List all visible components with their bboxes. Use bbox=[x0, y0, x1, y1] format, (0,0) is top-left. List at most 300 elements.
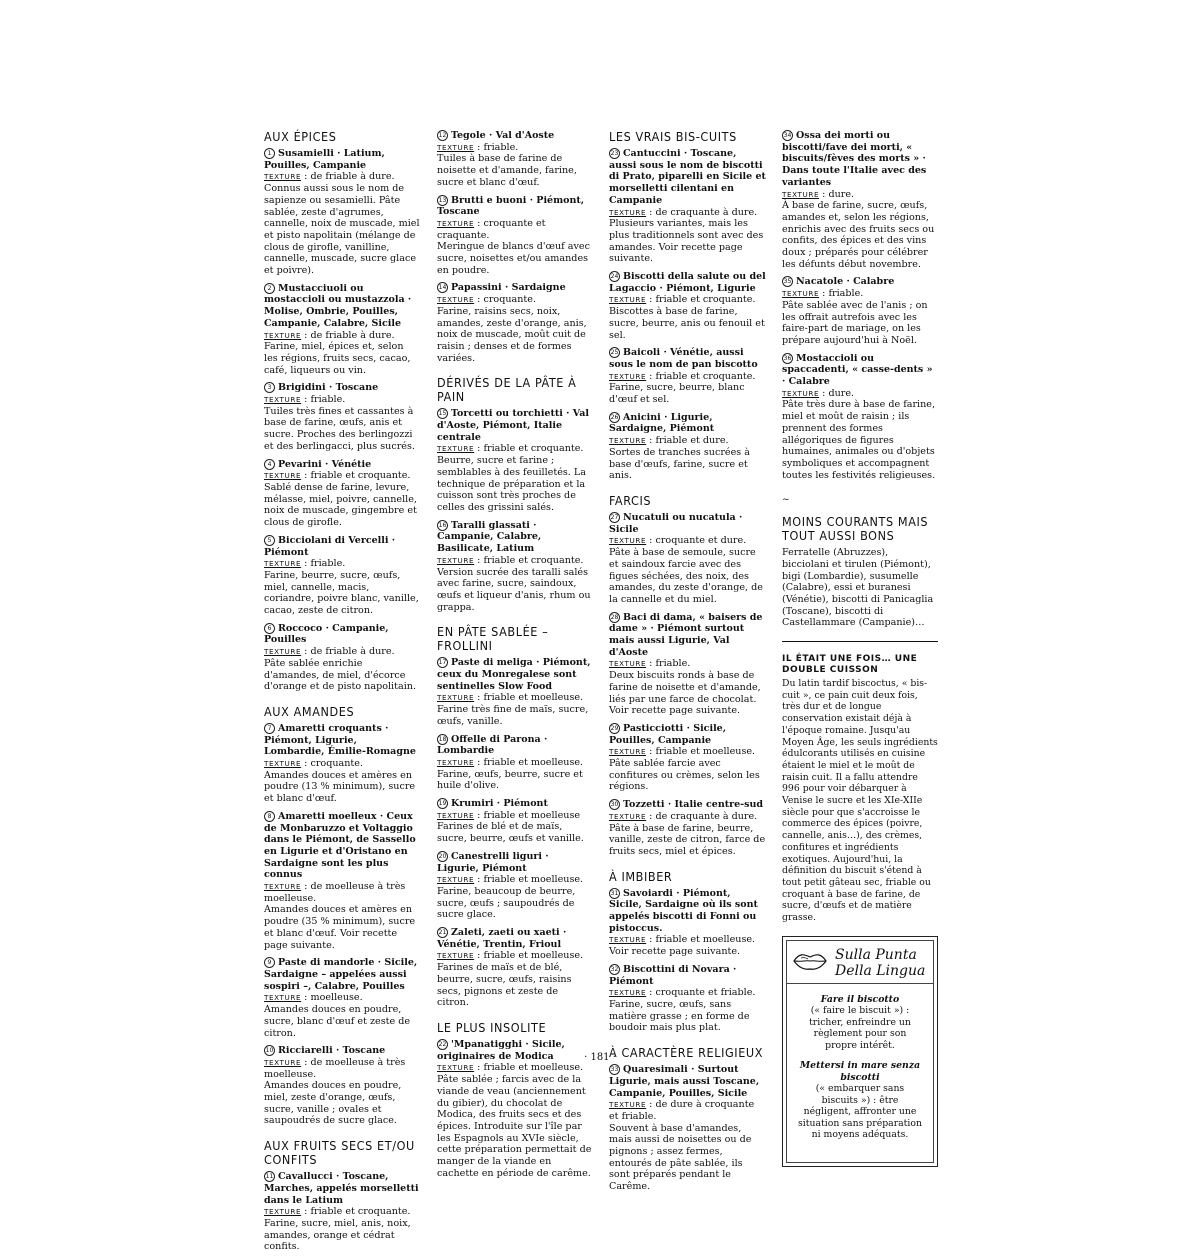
entry-head bbox=[609, 148, 766, 207]
entry-number: 15 bbox=[438, 410, 447, 418]
texture-label: TEXTURE bbox=[437, 1063, 475, 1073]
texture-value: de craquante à dure. bbox=[655, 206, 758, 218]
entry-description: Meringue de blancs d'œuf avec sucre, noisettes et/ou amandes en poudre. bbox=[437, 241, 590, 276]
entry-head bbox=[264, 459, 420, 471]
texture-label: TEXTURE bbox=[437, 295, 475, 305]
entry-name: Krumiri · Piémont bbox=[451, 798, 548, 810]
texture-label: TEXTURE bbox=[437, 951, 475, 961]
entry-name: Bicciolani di Vercelli · Piémont bbox=[264, 534, 396, 558]
texture-value: friable et moelleuse. bbox=[655, 746, 756, 758]
entry-description: Version sucrée des taralli salés avec farine, sucre, saindoux, œufs et liqueur d'anis, rhum ou grappa. bbox=[437, 566, 591, 613]
texture-value: friable. bbox=[655, 658, 691, 670]
entry-name: Nucatuli ou nucatula · Sicile bbox=[609, 511, 743, 535]
entry-description: Pâte sablée avec de l'anis ; on les offrait autrefois avec les faire-part de mariage, on les prépare aujourd'hui à Noël. bbox=[782, 299, 928, 346]
texture-value: friable et moelleuse. bbox=[483, 692, 584, 704]
entry-name: Zaleti, zaeti ou xaeti · Vénétie, Trentin, Frioul bbox=[437, 927, 567, 950]
entry-texture: TEXTURE : friable et moelleuse. bbox=[437, 692, 584, 704]
entry-description: Amandes douces en poudre, sucre, blanc d'œuf et zeste de citron. bbox=[264, 1004, 411, 1039]
texture-value: friable et croquante. bbox=[483, 554, 584, 566]
texture-value: croquante et friable. bbox=[655, 987, 756, 999]
section-title: AUX ÉPICES bbox=[264, 129, 337, 144]
entry-number: 25 bbox=[610, 349, 619, 357]
entry-head bbox=[609, 512, 766, 535]
entry-number: 35 bbox=[783, 278, 792, 286]
entry-name: Pevarini · Vénétie bbox=[278, 458, 372, 470]
entry-description: Farines de maïs et de blé, beurre, sucre, œufs, raisins secs, pignons et zeste de citron. bbox=[437, 962, 572, 1009]
texture-label: TEXTURE bbox=[264, 882, 302, 892]
texture-value: friable et moelleuse. bbox=[483, 756, 584, 768]
entry-description: Pâte à base de semoule, sucre et saindoux farcie avec des figues séchées, des noix, des amandes, du zeste d'orange, de la cannelle et du miel. bbox=[609, 547, 763, 605]
texture-label: TEXTURE bbox=[264, 647, 302, 657]
entry-description: Sablé dense de farine, levure, mélasse, miel, poivre, cannelle, noix de muscade, gingembre et clous de girofle. bbox=[264, 481, 417, 529]
entry-name: Roccoco · Campanie, Pouilles bbox=[264, 622, 389, 646]
biscuit-entry bbox=[437, 408, 593, 513]
entry-head bbox=[782, 353, 938, 388]
texture-label: TEXTURE bbox=[264, 993, 302, 1003]
biscuit-entry bbox=[264, 148, 420, 277]
texture-value: de craquante à dure. bbox=[655, 810, 758, 822]
entry-head bbox=[437, 657, 593, 692]
entry-number: 33 bbox=[610, 1066, 619, 1074]
entry-description: Farine, raisins secs, noix, amandes, zeste d'orange, anis, noix de muscade, moût cuit de raisin ; denses et de formes variées. bbox=[437, 305, 587, 364]
entry-number: 4 bbox=[264, 459, 275, 470]
entry-description: Pâte sablée enrichie d'amandes, de miel, d'écorce d'orange et de pisto napolitain. bbox=[264, 657, 416, 693]
entry-head bbox=[609, 412, 766, 435]
entry-texture: TEXTURE : de friable à dure. bbox=[264, 329, 395, 341]
entry-description: Souvent à base d'amandes, mais aussi de noisettes ou de pignons ; assez fermes, entourés de pâte sablée, ils sont préparés pendant le Carême. bbox=[609, 1122, 752, 1193]
entry-head bbox=[782, 130, 938, 189]
entry-texture: TEXTURE : croquante. bbox=[437, 294, 537, 306]
entry-head bbox=[609, 347, 766, 370]
section-title: À IMBIBER bbox=[609, 868, 673, 884]
entry-name: Anicini · Ligurie, Sardaigne, Piémont bbox=[609, 411, 715, 435]
sulla-punta-title: Sulla Punta Della Lingua bbox=[835, 946, 926, 979]
entry-description: Sortes de tranches sucrées à base d'œufs, farine, sucre et anis. bbox=[609, 446, 750, 482]
texture-label: TEXTURE bbox=[609, 371, 647, 381]
texture-label: TEXTURE bbox=[437, 810, 475, 820]
biscuit-entry bbox=[264, 382, 420, 452]
entry-number: 13 bbox=[438, 196, 447, 204]
entry-head bbox=[437, 195, 593, 218]
biscuit-entry bbox=[437, 927, 593, 1009]
entry-number: 29 bbox=[610, 724, 619, 732]
entry-name: Susamielli · Latium, Pouilles, Campanie bbox=[264, 148, 385, 171]
texture-label: TEXTURE bbox=[437, 444, 475, 454]
entry-description: Beurre, sucre et farine ; semblables à des feuilletés. La technique de préparation et la cuisson sont très proches de celles des grissini salés. bbox=[437, 455, 586, 513]
texture-label: TEXTURE bbox=[437, 757, 475, 767]
entry-name: Tozzetti · Italie centre-sud bbox=[623, 799, 764, 811]
entry-texture: TEXTURE : croquante et craquante. bbox=[437, 217, 546, 241]
entry-number: 34 bbox=[783, 132, 792, 139]
texture-label: TEXTURE bbox=[609, 935, 647, 945]
entry-name: Torcetti ou torchietti · Val d'Aoste, Piémont, Italie centrale bbox=[437, 408, 590, 443]
texture-value: friable et croquante. bbox=[310, 470, 411, 482]
entry-description: Connus aussi sous le nom de sapienze ou sesamielli. Pâte sablée, zeste d'agrumes, cannelle, noix de muscade, miel et pisto napolitain (mélange de clous de girofle, vanilline, cannelle, muscade, sucre glace et poivre). bbox=[264, 183, 420, 277]
entry-texture: TEXTURE : friable et moelleuse. bbox=[609, 746, 756, 758]
entry-texture: TEXTURE : de friable à dure. bbox=[264, 171, 395, 183]
texture-label: TEXTURE bbox=[609, 747, 647, 757]
entry-number: 27 bbox=[610, 513, 619, 521]
entry-name: Ricciarelli · Toscane bbox=[278, 1045, 386, 1057]
entry-name: Brigidini · Toscane bbox=[278, 382, 379, 394]
entry-head bbox=[437, 130, 593, 142]
entry-name: Tegole · Val d'Aoste bbox=[451, 130, 555, 141]
biscuit-entry bbox=[782, 130, 938, 270]
entry-head bbox=[609, 271, 766, 294]
entry-texture: TEXTURE : de moelleuse à très moelleuse. bbox=[264, 881, 406, 904]
entry-texture: TEXTURE : friable et moelleuse bbox=[437, 809, 581, 821]
entry-name: Baicoli · Vénétie, aussi sous le nom de pan biscotto bbox=[609, 347, 758, 370]
entry-texture: TEXTURE : friable et moelleuse. bbox=[437, 874, 584, 886]
entry-name: Quaresimali · Surtout Ligurie, mais aussi Toscane, Campanie, Pouilles, Sicile bbox=[609, 1064, 760, 1099]
idiom-2 bbox=[797, 1060, 923, 1141]
section-title: À CARACTÈRE RELIGIEUX bbox=[609, 1045, 764, 1061]
entry-number: 32 bbox=[610, 965, 619, 973]
entry-texture: TEXTURE : friable. bbox=[437, 141, 519, 153]
entry-description: Amandes douces et amères en poudre (35 % minimum), sucre et blanc d'œuf. Voir recette page suivante. bbox=[264, 904, 416, 951]
entry-texture: TEXTURE : croquante et friable. bbox=[609, 987, 756, 999]
entry-head bbox=[264, 623, 420, 646]
texture-label: TEXTURE bbox=[264, 759, 302, 769]
entry-texture: TEXTURE : friable. bbox=[782, 288, 864, 300]
texture-value: croquante et dure. bbox=[655, 535, 747, 547]
entry-head bbox=[609, 1064, 766, 1099]
entry-number: 36 bbox=[783, 354, 792, 362]
texture-label: TEXTURE bbox=[437, 218, 475, 228]
entry-number: 16 bbox=[438, 521, 447, 529]
texture-label: TEXTURE bbox=[782, 388, 820, 398]
texture-label: TEXTURE bbox=[264, 1207, 302, 1217]
texture-value: moelleuse. bbox=[310, 992, 363, 1004]
biscuit-entry bbox=[264, 723, 420, 805]
entry-name: Ossa dei morti ou biscotti/fave dei morti, « biscuits/fèves des morts » · Dans toute l'Italie avec des variantes bbox=[782, 130, 927, 188]
entry-number: 19 bbox=[438, 800, 447, 808]
biscuit-entry bbox=[264, 623, 420, 693]
section-title: AUX AMANDES bbox=[264, 703, 355, 719]
entry-head bbox=[264, 283, 420, 330]
entry-name: Paste di meliga · Piémont, ceux du Monregalese sont sentinelles Slow Food bbox=[437, 657, 591, 692]
entry-number: 14 bbox=[438, 284, 447, 292]
biscuit-entry bbox=[609, 347, 766, 406]
texture-value: friable et croquante. bbox=[655, 294, 756, 306]
idiom-2-text: (« embarquer sans biscuits ») : être négligent, affronter une situation sans préparation ni moyens adéquats. bbox=[798, 1083, 922, 1141]
entry-texture: TEXTURE : croquante et dure. bbox=[609, 535, 747, 547]
texture-label: TEXTURE bbox=[264, 172, 302, 182]
biscuit-entry bbox=[264, 811, 420, 951]
entry-texture: TEXTURE : friable et croquante. bbox=[264, 470, 411, 482]
texture-value: friable. bbox=[310, 558, 346, 570]
entry-number: 6 bbox=[264, 623, 275, 634]
texture-label: TEXTURE bbox=[609, 1100, 647, 1110]
entry-head bbox=[609, 612, 766, 659]
biscuit-entry bbox=[609, 888, 766, 958]
texture-value: croquante. bbox=[483, 294, 537, 306]
column-2 bbox=[437, 130, 593, 1185]
texture-label: TEXTURE bbox=[264, 1057, 302, 1067]
texture-label: TEXTURE bbox=[782, 289, 820, 299]
section-title: LES VRAIS BIS-CUITS bbox=[609, 129, 737, 144]
texture-label: TEXTURE bbox=[437, 693, 475, 703]
biscuit-entry bbox=[609, 412, 766, 482]
entry-description: Voir recette page suivante. bbox=[609, 946, 741, 958]
entry-head bbox=[609, 799, 766, 811]
texture-label: TEXTURE bbox=[437, 555, 475, 565]
biscuit-entry bbox=[437, 130, 593, 189]
texture-value: friable et croquante. bbox=[483, 443, 584, 455]
column-4-entries bbox=[782, 130, 938, 481]
entry-description: À base de farine, sucre, œufs, amandes et, selon les régions, enrichis avec des fruits secs ou confits, des épices et des vins doux ; préparés pour célébrer les défunts début novembre. bbox=[782, 200, 935, 270]
entry-texture: TEXTURE : friable et moelleuse. bbox=[437, 1062, 584, 1074]
texture-value: de dure à croquante et friable. bbox=[609, 1099, 755, 1122]
entry-description: Tuiles très fines et cassantes à base de farine, œufs, anis et sucre. Proches des berlingozzi et des berlingacci, plus sucrés. bbox=[264, 405, 415, 452]
biscuit-entry bbox=[609, 148, 766, 265]
biscuit-entry bbox=[609, 612, 766, 717]
texture-label: TEXTURE bbox=[437, 142, 475, 152]
texture-value: friable et croquante. bbox=[310, 1206, 411, 1218]
ornament-tilde: ~ bbox=[782, 495, 790, 506]
biscuit-entry bbox=[609, 799, 766, 858]
entry-description: Pâte sablée ; farcis avec de la viande de veau (anciennement du gibier), du chocolat de Modica, des fruits secs et des épices. Introduite sur l'île par les Espagnols au XVIe siècle, cette préparation permettait de manger de la viande en cachette en période de carême. bbox=[437, 1074, 592, 1179]
texture-label: TEXTURE bbox=[609, 536, 647, 546]
entry-description: Farine, sucre, beurre, blanc d'œuf et sel. bbox=[609, 382, 745, 406]
section-title: FARCIS bbox=[609, 492, 652, 508]
entry-name: Amaretti croquants · Piémont, Ligurie, Lombardie, Émilie-Romagne bbox=[264, 722, 416, 758]
entry-description: Farine, œufs, beurre, sucre et huile d'olive. bbox=[437, 768, 583, 792]
entry-head bbox=[264, 811, 420, 881]
entry-description: Pâte sablée farcie avec confitures ou crèmes, selon les régions. bbox=[609, 758, 760, 793]
entry-number: 8 bbox=[264, 811, 275, 822]
entry-head bbox=[264, 535, 420, 558]
entry-number: 3 bbox=[264, 382, 275, 393]
biscuit-entry bbox=[437, 657, 593, 727]
entry-texture: TEXTURE : de craquante à dure. bbox=[609, 810, 758, 822]
entry-head bbox=[782, 276, 938, 288]
biscuit-entry bbox=[437, 851, 593, 921]
entry-number: 9 bbox=[264, 957, 275, 968]
entry-texture: TEXTURE : friable et dure. bbox=[609, 435, 729, 447]
entry-texture: TEXTURE : moelleuse. bbox=[264, 992, 363, 1004]
entry-head bbox=[437, 282, 593, 294]
idiom-2-term: Mettersi in mare senza biscotti bbox=[799, 1060, 921, 1083]
entry-description: Plusieurs variantes, mais les plus traditionnels sont avec des amandes. Voir recette page suivante. bbox=[609, 218, 764, 265]
entry-texture: TEXTURE : de craquante à dure. bbox=[609, 206, 758, 218]
entry-name: Taralli glassati · Campanie, Calabre, Basilicate, Latium bbox=[437, 519, 542, 555]
biscuit-entry bbox=[264, 535, 420, 617]
entry-description: Biscottes à base de farine, sucre, beurre, anis ou fenouil et sel. bbox=[609, 306, 765, 341]
texture-label: TEXTURE bbox=[264, 471, 302, 481]
entry-name: Baci di dama, « baisers de dame » · Piémont surtout mais aussi Ligurie, Val d'Aoste bbox=[609, 611, 763, 658]
entry-texture: TEXTURE : dure. bbox=[782, 188, 855, 200]
biscuit-entry bbox=[437, 195, 593, 277]
section-divider bbox=[782, 641, 938, 642]
entry-head bbox=[609, 723, 766, 746]
column-1 bbox=[264, 130, 420, 1259]
biscuit-entry bbox=[782, 276, 938, 346]
entry-name: Paste di mandorle · Sicile, Sardaigne – appelées aussi sospiri –, Calabre, Pouilles bbox=[264, 957, 418, 992]
entry-texture: TEXTURE : de dure à croquante et friable. bbox=[609, 1099, 755, 1122]
texture-label: TEXTURE bbox=[609, 811, 647, 821]
biscuit-entry bbox=[609, 723, 766, 793]
entry-number: 22 bbox=[438, 1041, 447, 1048]
entry-name: Biscottini di Novara · Piémont bbox=[609, 963, 737, 987]
entry-texture: TEXTURE : de moelleuse à très moelleuse. bbox=[264, 1056, 406, 1080]
entry-head bbox=[437, 734, 593, 757]
sulla-punta-header bbox=[787, 941, 933, 984]
entry-name: Pasticciotti · Sicile, Pouilles, Campanie bbox=[609, 722, 727, 746]
texture-value: friable et moelleuse. bbox=[655, 934, 756, 946]
section-title: AUX FRUITS SECS ET/OU CONFITS bbox=[264, 1138, 415, 1168]
texture-label: TEXTURE bbox=[264, 330, 302, 340]
entry-name: Nacatole · Calabre bbox=[796, 276, 895, 288]
texture-label: TEXTURE bbox=[437, 875, 475, 885]
entry-description: Pâte très dure à base de farine, miel et moût de raisin ; ils prennent des formes allégoriques de figures humaines, animales ou d'objets symboliques et accompagnent toutes les festivités religieuses. bbox=[782, 399, 936, 481]
section-title: EN PÂTE SABLÉE – FROLLINI bbox=[437, 624, 549, 654]
biscuit-entry bbox=[264, 1171, 420, 1253]
texture-label: TEXTURE bbox=[264, 395, 302, 405]
entry-texture: TEXTURE : friable et croquante. bbox=[609, 294, 756, 306]
double-cuisson-body: Du latin tardif biscoctus, « bis-cuit », ce pain cuit deux fois, très dur et de longue conservation existait déjà à l'époque romaine. Jusqu'au Moyen Âge, les seuls ingrédients édulcorants utilisés en cuisine étaient le miel et le moût de raisin cuit. Il a fallu attendre 996 pour voir débarquer à Venise le sucre et les XIe-XIIe siècle pour que s'accroisse le commerce des épices (poivre, cannelle, anis…), des crèmes, confitures et ingrédients exotiques. Aujourd'hui, la définition du biscuit s'étend à tout petit gâteau sec, friable ou croquant à base de farine, de sucre, d'œufs et de matière grasse. bbox=[782, 678, 938, 924]
entry-number: 30 bbox=[610, 801, 619, 809]
texture-value: dure. bbox=[828, 188, 855, 200]
entry-head bbox=[264, 382, 420, 394]
entry-name: Amaretti moelleux · Ceux de Monbaruzzo et Voltaggio dans le Piémont, de Sassello en Ligurie et d'Oristano en Sardaigne sont les plus connus bbox=[264, 810, 416, 881]
texture-label: TEXTURE bbox=[609, 988, 647, 998]
entry-texture: TEXTURE : croquante. bbox=[264, 758, 364, 770]
entry-texture: TEXTURE : de friable à dure. bbox=[264, 646, 395, 658]
entry-texture: TEXTURE : friable et croquante. bbox=[437, 443, 584, 455]
biscuit-entry bbox=[609, 1064, 766, 1193]
entry-number: 11 bbox=[265, 1173, 274, 1181]
texture-label: TEXTURE bbox=[264, 559, 302, 569]
entry-name: Canestrelli liguri · Ligurie, Piémont bbox=[437, 850, 549, 874]
lips-icon bbox=[793, 951, 827, 975]
texture-value: friable. bbox=[828, 288, 864, 300]
texture-value: friable et moelleuse. bbox=[483, 1062, 584, 1074]
entry-description: Farine très fine de maïs, sucre, œufs, vanille. bbox=[437, 704, 589, 727]
biscuit-entry bbox=[437, 734, 593, 793]
page-number: · 181 · bbox=[584, 1052, 616, 1063]
texture-value: friable et moelleuse. bbox=[483, 874, 584, 886]
biscuit-entry bbox=[264, 459, 420, 529]
biscuit-entry bbox=[437, 282, 593, 364]
entry-description: Farines de blé et de maïs, sucre, beurre, œufs et vanille. bbox=[437, 821, 584, 845]
entry-texture: TEXTURE : friable et moelleuse. bbox=[437, 950, 584, 962]
entry-name: Cantuccini · Toscane, aussi sous le nom de biscotti di Prato, piparelli en Sicile et morselletti cilentani en Campanie bbox=[609, 148, 766, 206]
entry-description: Farine, miel, épices et, selon les régions, fruits secs, cacao, café, liqueurs ou vin. bbox=[264, 341, 411, 376]
texture-label: TEXTURE bbox=[609, 207, 647, 217]
entry-number: 21 bbox=[438, 929, 447, 937]
entry-number: 12 bbox=[438, 132, 447, 139]
entry-name: Cavallucci · Toscane, Marches, appelés morselletti dans le Latium bbox=[264, 1171, 419, 1206]
texture-value: friable. bbox=[310, 394, 346, 406]
entry-description: Farine, beurre, sucre, œufs, miel, cannelle, macis, coriandre, poivre blanc, vanille, cacao, zeste de citron. bbox=[264, 569, 419, 617]
texture-value: dure. bbox=[828, 387, 855, 399]
entry-description: Farine, sucre, œufs, sans matière grasse ; en forme de boudoir mais plus plat. bbox=[609, 999, 750, 1034]
entry-number: 24 bbox=[610, 273, 619, 281]
texture-value: friable et moelleuse bbox=[483, 809, 581, 821]
entry-texture: TEXTURE : friable et croquante. bbox=[609, 370, 756, 382]
texture-label: TEXTURE bbox=[609, 436, 647, 446]
entry-head bbox=[264, 148, 420, 171]
entry-head bbox=[609, 964, 766, 987]
biscuit-entry bbox=[264, 283, 420, 377]
entry-description: Amandes douces en poudre, miel, zeste d'orange, œufs, sucre, vanille ; ovales et saupoudrés de sucre glace. bbox=[264, 1080, 402, 1127]
entry-description: Pâte à base de farine, beurre, vanille, zeste de citron, farce de fruits secs, miel et épices. bbox=[609, 822, 766, 857]
entry-description: Tuiles à base de farine de noisette et d'amande, farine, sucre et blanc d'œuf. bbox=[437, 153, 577, 188]
entry-number: 1 bbox=[264, 148, 275, 159]
entry-name: Papassini · Sardaigne bbox=[451, 282, 566, 294]
entry-description: Farine, sucre, miel, anis, noix, amandes, orange et cédrat confits. bbox=[264, 1217, 411, 1253]
entry-number: 31 bbox=[610, 889, 619, 897]
entry-texture: TEXTURE : friable. bbox=[264, 558, 346, 570]
texture-value: de moelleuse à très moelleuse. bbox=[264, 881, 406, 904]
entry-number: 26 bbox=[610, 413, 619, 421]
texture-value: croquante. bbox=[310, 758, 364, 770]
biscuit-entry bbox=[609, 512, 766, 606]
texture-value: friable et dure. bbox=[655, 435, 729, 447]
texture-label: TEXTURE bbox=[609, 659, 647, 669]
texture-value: de moelleuse à très moelleuse. bbox=[264, 1056, 406, 1080]
texture-value: de friable à dure. bbox=[310, 646, 395, 658]
biscuit-entry bbox=[609, 964, 766, 1034]
entry-head bbox=[264, 723, 420, 758]
entry-name: Savoiardi · Piémont, Sicile, Sardaigne où ils sont appelés biscotti di Fonni ou pistoccus. bbox=[609, 887, 758, 934]
entry-number: 20 bbox=[438, 852, 447, 860]
texture-value: de friable à dure. bbox=[310, 171, 395, 183]
biscuit-entry bbox=[782, 353, 938, 482]
entry-description: Deux biscuits ronds à base de farine de noisette et d'amande, liés par une farce de chocolat. Voir recette page suivante. bbox=[609, 670, 761, 717]
entry-name: Brutti e buoni · Piémont, Toscane bbox=[437, 194, 585, 218]
column-4 bbox=[782, 130, 938, 1167]
texture-value: friable. bbox=[483, 141, 519, 153]
entry-texture: TEXTURE : friable et croquante. bbox=[437, 554, 584, 566]
idiom-1-text: (« faire le biscuit ») : tricher, enfreindre un règlement pour son propre intérêt. bbox=[809, 1005, 911, 1051]
entry-head bbox=[437, 851, 593, 874]
section-title: LE PLUS INSOLITE bbox=[437, 1020, 547, 1035]
entry-number: 28 bbox=[610, 613, 619, 621]
entry-texture: TEXTURE : friable. bbox=[609, 658, 691, 670]
idiom-1-term: Fare il biscotto bbox=[820, 993, 900, 1005]
entry-number: 18 bbox=[438, 735, 447, 743]
entry-texture: TEXTURE : friable et moelleuse. bbox=[437, 756, 584, 768]
moins-courants-title: MOINS COURANTS MAIS TOUT AUSSI BONS bbox=[782, 514, 929, 544]
biscuit-entry bbox=[437, 798, 593, 845]
entry-head bbox=[609, 888, 766, 935]
entry-number: 5 bbox=[264, 535, 275, 546]
entry-texture: TEXTURE : friable et moelleuse. bbox=[609, 934, 756, 946]
entry-number: 10 bbox=[265, 1047, 274, 1055]
entry-name: Biscotti della salute ou del Lagaccio · Piémont, Ligurie bbox=[609, 271, 766, 294]
entry-head bbox=[437, 927, 593, 950]
entry-name: 'Mpanatigghi · Sicile, originaires de Modica bbox=[437, 1039, 565, 1062]
idiom-1 bbox=[797, 994, 923, 1052]
biscuit-entry bbox=[609, 271, 766, 341]
biscuit-entry bbox=[264, 957, 420, 1039]
entry-description: Farine, beaucoup de beurre, sucre, œufs ; saupoudrés de sucre glace. bbox=[437, 885, 576, 921]
entry-head bbox=[437, 798, 593, 810]
entry-number: 7 bbox=[264, 723, 275, 734]
texture-value: friable et moelleuse. bbox=[483, 950, 584, 962]
moins-courants-body: Ferratelle (Abruzzes), bicciolani et tirulen (Piémont), bigi (Lombardie), susumelle (Calabre), essi et buranesi (Vénétie), biscotti di Panicaglia (Toscane), biscotti di Castellammare (Campanie)… bbox=[782, 547, 934, 629]
entry-name: Mostaccioli ou spaccadenti, « casse-dents » · Calabre bbox=[782, 352, 933, 388]
texture-value: de friable à dure. bbox=[310, 329, 395, 341]
column-3 bbox=[609, 130, 766, 1199]
texture-label: TEXTURE bbox=[609, 295, 647, 305]
biscuit-entry bbox=[437, 520, 593, 614]
entry-number: 2 bbox=[264, 283, 275, 294]
section-title: DÉRIVÉS DE LA PÂTE À PAIN bbox=[437, 375, 577, 405]
entry-head bbox=[437, 520, 593, 555]
